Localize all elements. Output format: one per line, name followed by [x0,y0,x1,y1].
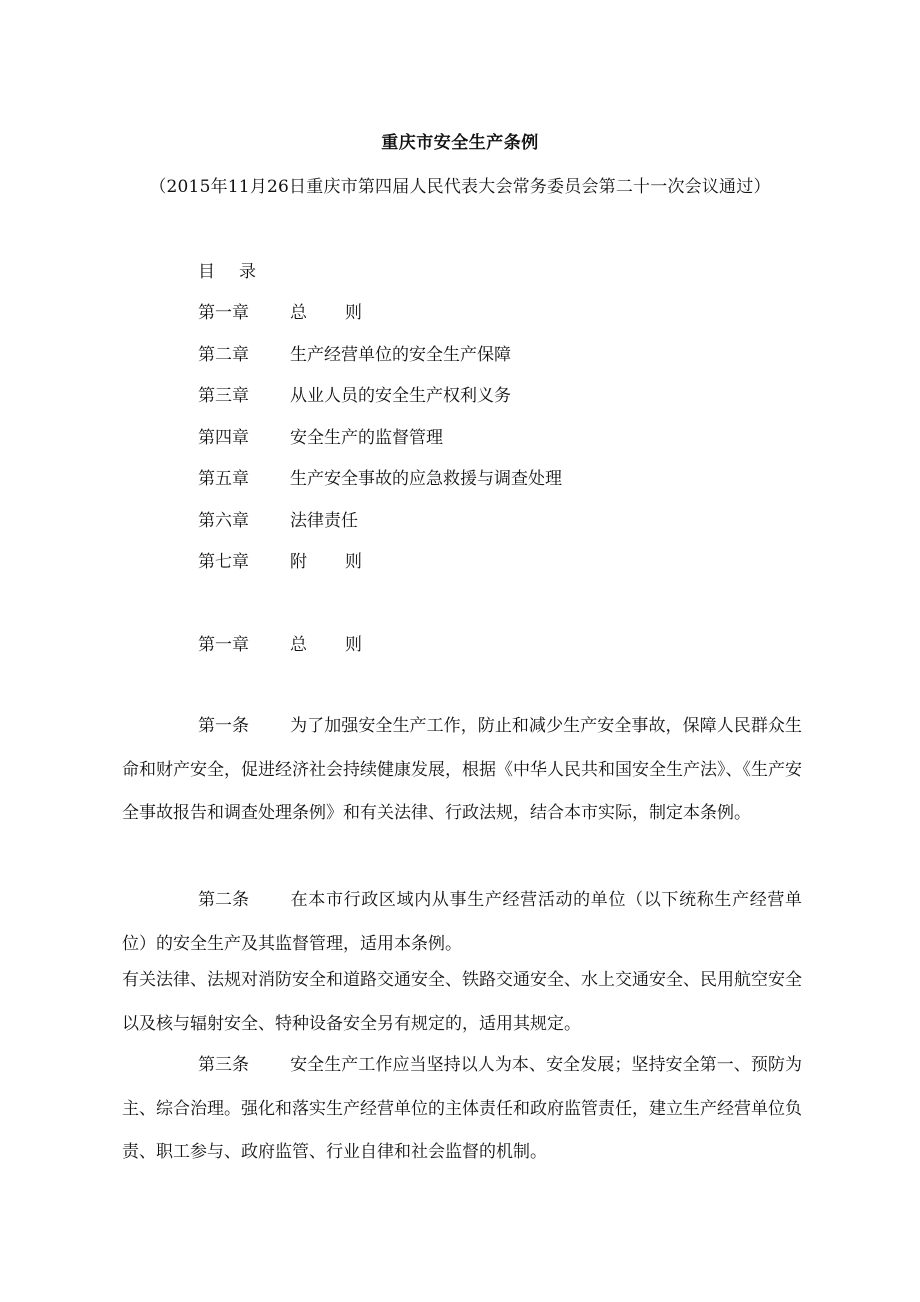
article-number: 第一条 [198,716,249,736]
toc-item [198,506,562,548]
toc-item [198,423,562,465]
toc-chapter-number: 第二章 [198,344,249,365]
article-paragraph [122,879,802,966]
article-text: 安全生产工作应当坚持以人为本、安全发展；坚持安全第一、预防为主、综合治理。强化和落实生产经营单位的主体责任和政府监管责任，建立生产经营单位负责、职工参与、政府监管、行业自律和社会监督的机制。 [122,1055,802,1162]
chapter-number: 第一章 [198,635,249,655]
toc-chapter-name: 从业人员的安全生产权利义务 [290,386,511,406]
toc-item [198,547,562,589]
toc-chapter-number: 第六章 [198,510,249,531]
toc-chapter-number: 第五章 [198,469,249,489]
toc-chapter-name: 生产安全事故的应急救援与调查处理 [290,469,562,489]
toc-chapter-number: 第七章 [198,552,249,572]
article-text: 为了加强安全生产工作，防止和减少生产安全事故，保障人民群众生命和财产安全，促进经济社会持续健康发展，根据《中华人民共和国安全生产法》、《生产安全事故报告和调查处理条例》和有关法律、行政法规，结合本市实际，制定本条例。 [122,716,802,823]
table-of-contents [198,298,562,589]
toc-chapter-number: 第三章 [198,386,249,406]
toc-heading: 目录 [198,262,280,282]
chapter-heading [198,630,400,655]
document-title: 重庆市安全生产条例 [381,133,539,153]
toc-chapter-number: 第一章 [198,303,249,323]
article-number: 第二条 [198,890,249,910]
article-text: 在本市行政区域内从事生产经营活动的单位（以下统称生产经营单位）的安全生产及其监督管理，适用本条例。 [122,890,802,954]
article-number: 第三条 [198,1055,249,1075]
toc-chapter-name: 附则 [290,552,400,572]
toc-chapter-name: 生产经营单位的安全生产保障 [290,344,511,365]
toc-chapter-number: 第四章 [198,427,249,448]
toc-chapter-name: 安全生产的监督管理 [290,427,443,448]
toc-item [198,464,562,506]
toc-item [198,381,562,423]
article-paragraph [122,1044,802,1175]
chapter-name: 总则 [290,635,400,655]
toc-item [198,298,562,340]
toc-item [198,340,562,382]
article-paragraph [122,705,802,836]
unindented-paragraph: 有关法律、法规对消防安全和道路交通安全、铁路交通安全、水上交通安全、民用航空安全以及核与辐射安全、特种设备安全另有规定的，适用其规定。 [122,970,802,1034]
document-subtitle: （2015年11月26日重庆市第四届人民代表大会常务委员会第二十一次会议通过） [149,177,771,197]
toc-chapter-name: 总则 [290,303,400,323]
toc-chapter-name: 法律责任 [290,510,358,531]
